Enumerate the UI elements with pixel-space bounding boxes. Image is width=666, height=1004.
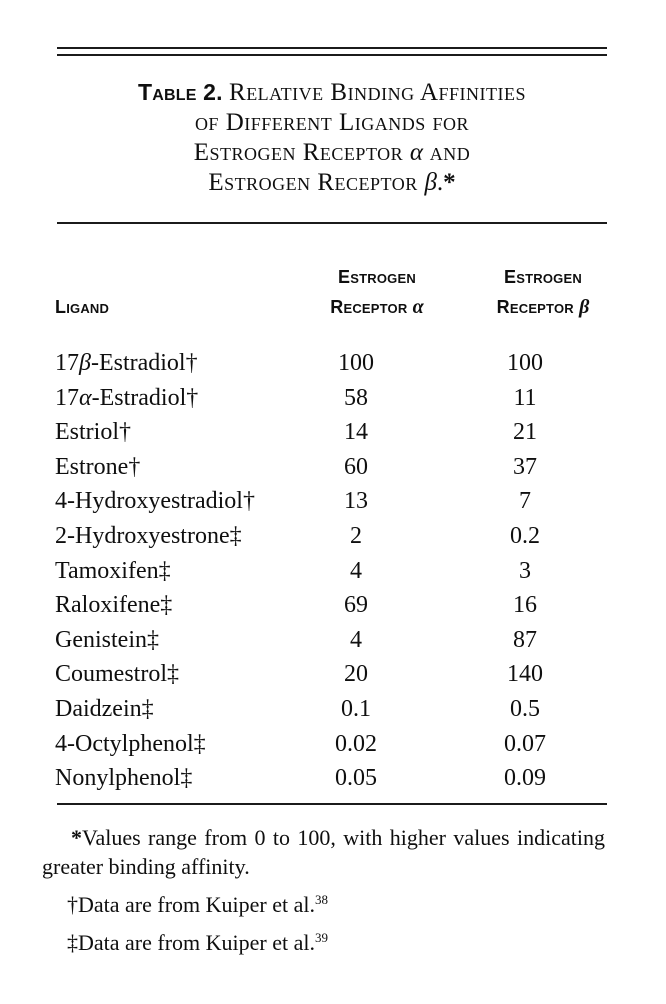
cell-ligand: 4-Octylphenol‡	[55, 730, 206, 757]
table-body	[0, 346, 666, 796]
cell-ligand: 4-Hydroxyestradiol†	[55, 488, 255, 515]
cell-er-alpha-value: 58	[344, 384, 368, 411]
cell-er-alpha-value: 14	[344, 419, 368, 446]
cell-ligand: Daidzein‡	[55, 695, 154, 722]
cell-er-alpha-value: 0.02	[335, 730, 377, 757]
cell-er-beta-value: 0.5	[510, 695, 540, 722]
table-title-text: Relative Binding Affinities	[229, 79, 527, 106]
cell-er-beta-value: 7	[519, 488, 531, 515]
table-row	[0, 761, 666, 796]
beta-symbol: β	[579, 296, 590, 318]
title-separator-rule	[57, 222, 607, 224]
table-title-line-2: of Different Ligands for	[194, 109, 470, 136]
reference-39: 39	[315, 929, 328, 945]
cell-er-beta-value: 0.07	[504, 730, 546, 757]
dagger-marker: †	[67, 891, 78, 917]
top-double-rule	[57, 47, 607, 56]
footnotes	[42, 824, 605, 957]
cell-er-beta-value: 37	[513, 453, 537, 480]
cell-ligand: 17α-Estradiol†	[55, 384, 199, 411]
beta-symbol: β	[424, 169, 437, 196]
table-row	[0, 450, 666, 485]
footnote-dagger: †Data are from Kuiper et al.$^{38}$	[67, 891, 328, 917]
cell-er-beta-value: 3	[519, 557, 531, 584]
table-row	[0, 415, 666, 450]
cell-er-beta-value: 0.2	[510, 522, 540, 549]
cell-er-alpha-value: 0.05	[335, 765, 377, 792]
cell-ligand: Raloxifene‡	[55, 592, 173, 619]
cell-er-alpha-value: 2	[350, 522, 362, 549]
cell-ligand: 17β-Estradiol†	[55, 350, 198, 376]
cell-ligand: Nonylphenol‡	[55, 765, 193, 792]
cell-ligand: Tamoxifen‡	[55, 557, 171, 584]
table-row	[0, 727, 666, 762]
cell-er-beta-value: 140	[507, 661, 543, 688]
cell-er-alpha-value: 100	[338, 350, 374, 376]
alpha-symbol: α	[412, 296, 424, 318]
column-header-ligand: Ligand	[55, 297, 110, 317]
table-row	[0, 588, 666, 623]
table-row	[0, 692, 666, 727]
column-header-er-beta: Estrogen Receptor β	[496, 267, 590, 318]
cell-ligand: Genistein‡	[55, 626, 159, 653]
double-dagger-marker: ‡	[67, 929, 78, 955]
cell-er-beta-value: 11	[513, 384, 537, 411]
cell-er-alpha-value: 4	[350, 557, 362, 584]
table-title-line-3: Estrogen Receptor α and	[193, 139, 471, 166]
cell-ligand: 2-Hydroxyestrone‡	[55, 522, 242, 549]
cell-er-alpha-value: 60	[344, 453, 368, 480]
reference-38: 38	[315, 891, 328, 907]
table-title-line-1	[57, 77, 607, 108]
table-row	[0, 346, 666, 381]
alpha-symbol: α	[409, 139, 423, 166]
table-row	[0, 657, 666, 692]
cell-er-beta-value: 100	[507, 350, 543, 376]
table-number-label: Table 2.	[137, 79, 223, 105]
table-title-line-4: Estrogen Receptor β.*	[208, 169, 456, 196]
cell-er-beta-value: 0.09	[504, 765, 546, 792]
cell-ligand: Estrone†	[55, 453, 141, 480]
table-row	[0, 484, 666, 519]
cell-er-alpha-value: 13	[344, 488, 368, 515]
cell-er-alpha-value: 69	[344, 592, 368, 619]
cell-er-beta-value: 16	[513, 592, 537, 619]
footnote-values-range: *Values range from 0 to 100, with higher values indicating greater binding affinity.	[42, 825, 605, 879]
footnote-star-marker: *	[443, 169, 456, 196]
table-title	[57, 77, 607, 198]
bottom-rule	[57, 803, 607, 805]
cell-er-beta-value: 21	[513, 419, 537, 446]
cell-ligand: Coumestrol‡	[55, 661, 179, 688]
footnote-double-dagger: ‡Data are from Kuiper et al.$^{39}$	[67, 929, 328, 955]
table-row	[0, 554, 666, 589]
cell-er-alpha-value: 20	[344, 661, 368, 688]
table-row	[0, 623, 666, 658]
cell-ligand: Estriol†	[55, 419, 131, 446]
cell-er-alpha-value: 4	[350, 626, 362, 653]
cell-er-alpha-value: 0.1	[341, 695, 371, 722]
cell-er-beta-value: 87	[513, 626, 537, 653]
star-marker: *	[71, 825, 82, 850]
table-row	[0, 519, 666, 554]
table-row	[0, 381, 666, 416]
column-header-er-alpha: Estrogen Receptor α	[330, 267, 424, 318]
